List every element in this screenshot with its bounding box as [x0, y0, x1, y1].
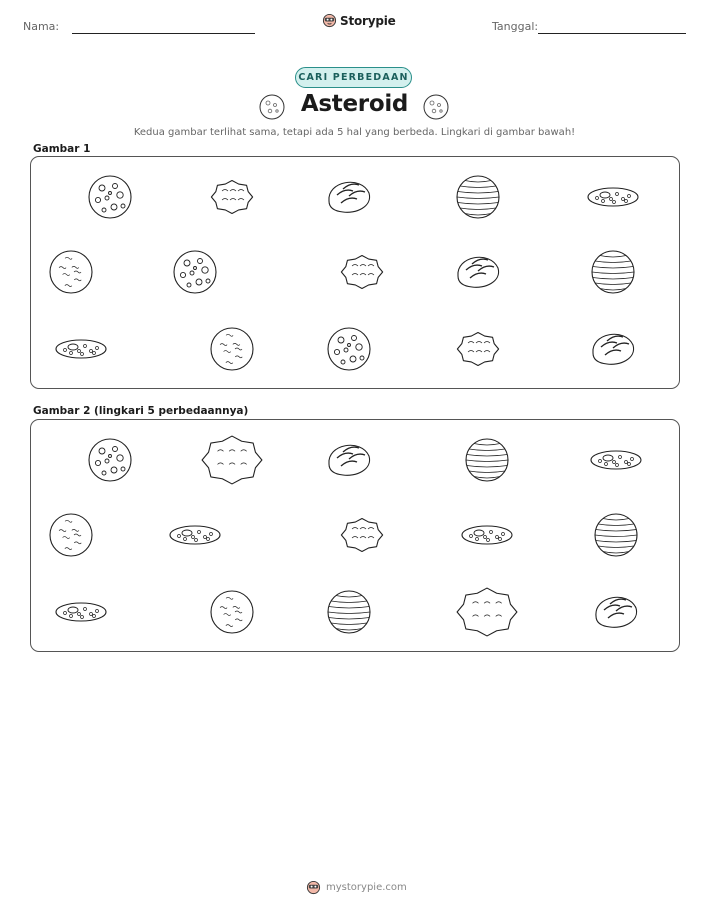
cratered-asteroid — [328, 328, 370, 370]
activity-badge: CARI PERBEDAAN — [295, 67, 412, 88]
rock-streaked-asteroid — [458, 257, 499, 287]
picture-1-panel — [30, 156, 680, 389]
picture-2-grid[interactable] — [31, 420, 681, 653]
lumpy-small-asteroid — [341, 256, 382, 289]
banded-asteroid[interactable] — [466, 439, 508, 481]
footer — [306, 880, 407, 895]
banded-asteroid — [457, 176, 499, 218]
cratered-asteroid — [174, 251, 216, 293]
lumpy-small-asteroid — [457, 333, 498, 366]
picture-2-label: Gambar 2 (lingkari 5 perbedaannya) — [33, 405, 249, 417]
banded-asteroid[interactable] — [328, 591, 370, 633]
rock-streaked-asteroid[interactable] — [329, 445, 370, 475]
round-textured-asteroid — [211, 328, 253, 370]
date-label: Tanggal: — [492, 20, 539, 33]
rock-streaked-asteroid[interactable] — [596, 597, 637, 627]
footer-url: mystorypie.com — [326, 882, 407, 893]
picture-1-grid — [31, 157, 681, 390]
round-textured-asteroid — [50, 251, 92, 293]
flat-cratered-asteroid — [588, 188, 638, 206]
mascot-icon — [322, 13, 337, 28]
lumpy-large-asteroid[interactable] — [457, 588, 517, 636]
name-field[interactable] — [72, 33, 255, 34]
round-textured-asteroid[interactable] — [50, 514, 92, 556]
flat-cratered-asteroid — [56, 340, 106, 358]
banded-asteroid — [592, 251, 634, 293]
lumpy-large-asteroid[interactable] — [202, 436, 262, 484]
asteroid-icon-right — [422, 93, 450, 121]
lumpy-small-asteroid[interactable] — [341, 519, 382, 552]
date-field[interactable] — [538, 33, 686, 34]
picture-1-label: Gambar 1 — [33, 143, 91, 155]
banded-asteroid[interactable] — [595, 514, 637, 556]
brand-logo — [322, 13, 396, 28]
flat-cratered-asteroid[interactable] — [462, 526, 512, 544]
rock-streaked-asteroid — [329, 182, 370, 212]
flat-cratered-asteroid[interactable] — [170, 526, 220, 544]
rock-streaked-asteroid — [593, 334, 634, 364]
instruction-text: Kedua gambar terlihat sama, tetapi ada 5 hal yang berbeda. Lingkari di gambar bawah! — [133, 127, 576, 138]
round-textured-asteroid[interactable] — [211, 591, 253, 633]
flat-cratered-asteroid[interactable] — [591, 451, 641, 469]
mascot-icon — [306, 880, 321, 895]
name-label: Nama: — [23, 20, 60, 33]
flat-cratered-asteroid[interactable] — [56, 603, 106, 621]
cratered-asteroid[interactable] — [89, 439, 131, 481]
brand-name: Storypie — [340, 13, 396, 28]
picture-2-panel[interactable] — [30, 419, 680, 652]
lumpy-small-asteroid — [211, 181, 252, 214]
page-title: Asteroid — [300, 91, 409, 117]
cratered-asteroid — [89, 176, 131, 218]
